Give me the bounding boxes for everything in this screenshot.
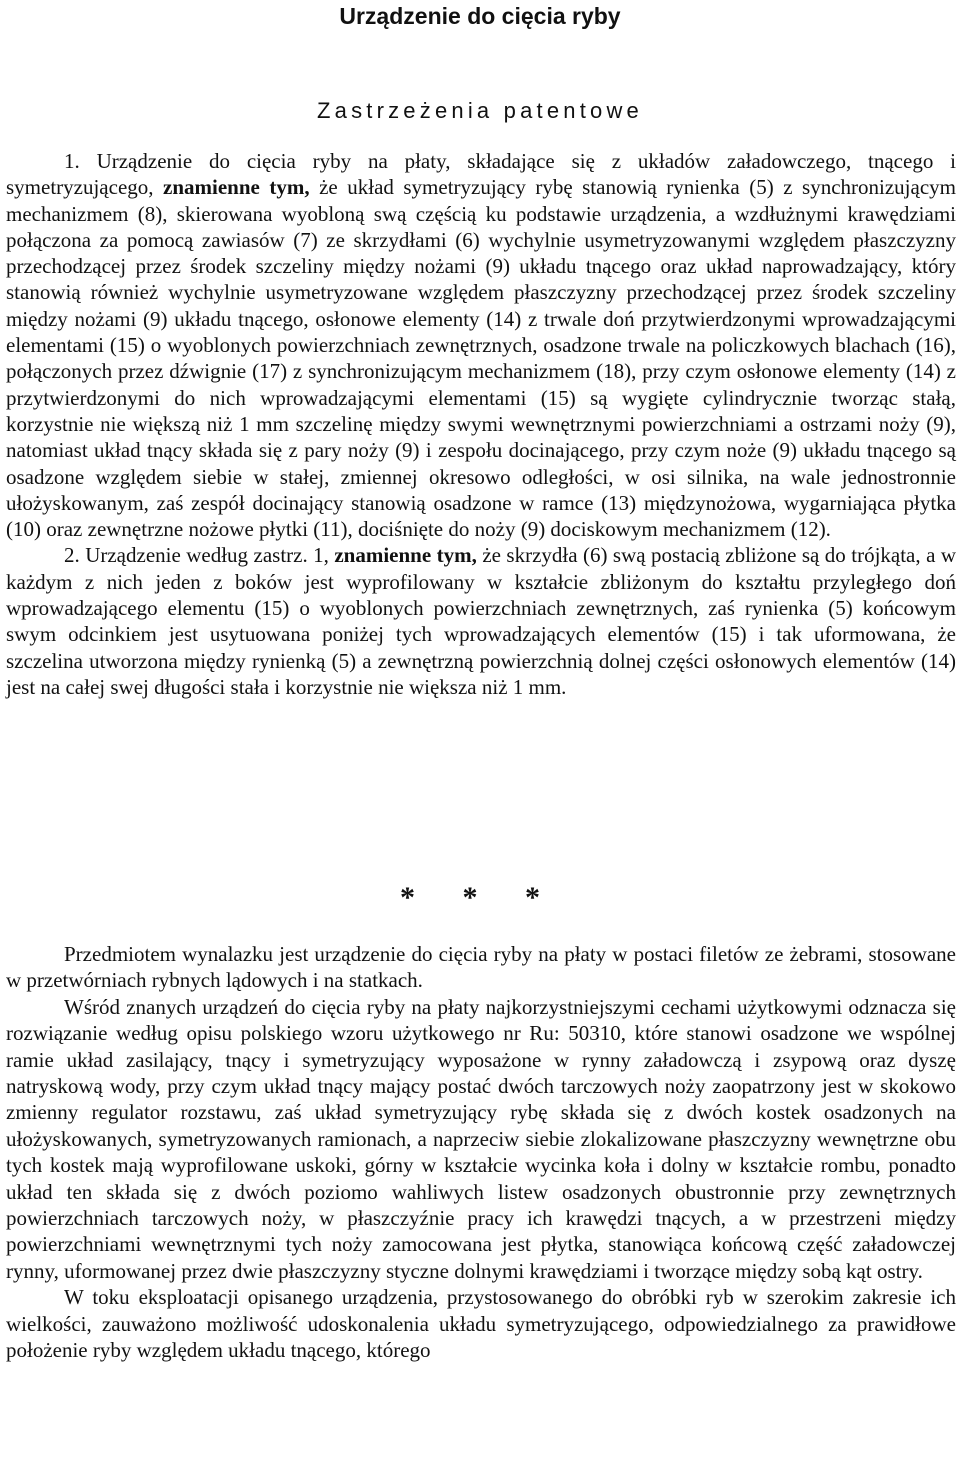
description-section [6, 941, 956, 1364]
section-heading-claims: Zastrzeżenia patentowe [317, 98, 643, 123]
description-paragraph: W toku eksploatacji opisanego urządzenia, przystosowanego do obróbki ryb w szerokim zakresie ich wielkości, zauważono możliwość udoskonalenia układu symetryzującego, odpowiedzialnego za prawidłowe położenie ryby względem układu tnącego, którego [6, 1285, 956, 1363]
claim-2-text: że skrzydła (6) swą postacią zbliżone są do trójkąta, a w każdym z nich jeden z boków jest wyprofilowany w kształcie zbliżonym do kształtu przyległego doń wprowadzającego elementu (15) o wyoblonych powierzchniach zewnętrznych, zaś rynienka (5) końcowym swym odcinkiem jest usytuowana poniżej tych wprowadzających elementów (15) i tak uformowana, że szczelina utworzona między rynienką (5) a zewnętrzną powierzchnią dolnej części osłonowych elementów (14) jest na całej swej długości stała i korzystnie nie większa niż 1 mm. [6, 543, 956, 699]
description-paragraph: Przedmiotem wynalazku jest urządzenie do cięcia ryby na płaty w postaci filetów ze żebrami, stosowane w przetwórniach rybnych lądowych i na statkach. [6, 942, 956, 993]
claim-2-keyword: znamienne tym, [334, 543, 477, 568]
claim-1-text: że układ symetryzujący rybę stanowią rynienka (5) z synchronizującym mechanizmem (8), skierowana wyobloną swą częścią ku podstawie urządzenia, a wzdłużnymi krawędziami połączona za pomocą zawiasów (7) ze skrzydłami (6) wychylnie usymetryzowanymi względem płaszczyzny przechodzącej przez środek szczeliny między nożami (9) układu tnącego oraz układ naprowadzający, który stanowią również wychylnie usymetryzowane względem płaszczyzny przechodzącej przez środek szczeliny między nożami (9) układu tnącego, osłonowe elementy (14) z trwale doń przytwierdzonymi wprowadzającymi elementami (15) o wyoblonych powierzchniach zewnętrznych, osadzone trwale na policzkowych blachach (16), połączonych przez dźwignie (17) z synchronizującym mechanizmem (18), przy czym osłonowe elementy (14) z przytwierdzonymi do nich wprowadzającymi elementami (15) są wygięte cylindrycznie tworząc stałą, korzystnie nie większą niż 1 mm szczelinę między swymi wewnętrznymi powierzchniami a ostrzami noży (9), natomiast układ tnący składa się z pary noży (9) i zespołu docinającego, przy czym noże (9) układu tnącego są osadzone względem siebie w stałej, zmiennej okresowo odległości, w osi silnika, na wale jednostronnie ułożyskowanym, zaś zespół docinający stanowią osadzone w ramce (13) międzynożowa, wygarniająca płytka (10) oraz zewnętrzne nożowe płytki (11), dociśnięte do noży (9) dociskowym mechanizmem (12). [6, 175, 956, 542]
claim-1-lead: 1. Urządzenie do cięcia ryby na płaty, składające się z układów załadowczego, tnącego i symetryzującego, [6, 149, 956, 200]
description-paragraph: Wśród znanych urządzeń do cięcia ryby na płaty najkorzystniejszymi cechami użytkowymi odznacza się rozwiązanie według opisu polskiego wzoru użytkowego nr Ru: 50310, które stanowi osadzone we wspólnej ramie układ zasilający, tnący i symetryzujący wyposażone w rynny załadowczą i zsypową oraz dyszę natryskową wody, przy czym układ tnący mający postać dwóch tarczowych noży zaopatrzony jest w skokowo zmienny regulator rozstawu, zaś układ symetryzujący rybę składa się z dwóch kostek osadzonych na ułożyskowanych, symetryzowanych ramionach, a naprzeciw siebie zlokalizowane płaszczyzny wewnętrzne obu tych kostek mają wyprofilowane uskoki, górny w kształcie wycinka koła i dolny w kształcie rombu, ponadto układ ten składa się z dwóch poziomo wahliwych listew osadzonych obustronnie przy zewnętrznych powierzchniach tarczowych noży, w płaszczyźnie pracy ich krawędzi tnących, a w przestrzeni między powierzchniami wewnętrznymi tych noży zamocowana jest płytka, stanowiąca końcową część załadowczej rynny, uformowanej przez dwie płaszczyzny styczne dolnymi krawędziami i tworzące między sobą kąt ostry. [6, 994, 956, 1283]
claim-1 [6, 148, 956, 542]
document-title: Urządzenie do cięcia ryby [339, 3, 621, 29]
claim-1-keyword: znamienne tym, [163, 175, 310, 200]
claim-2-lead: 2. Urządzenie według zastrz. 1, [64, 543, 329, 568]
section-separator: * * * [400, 881, 560, 914]
claims-section [6, 148, 956, 700]
claim-2 [6, 542, 956, 700]
